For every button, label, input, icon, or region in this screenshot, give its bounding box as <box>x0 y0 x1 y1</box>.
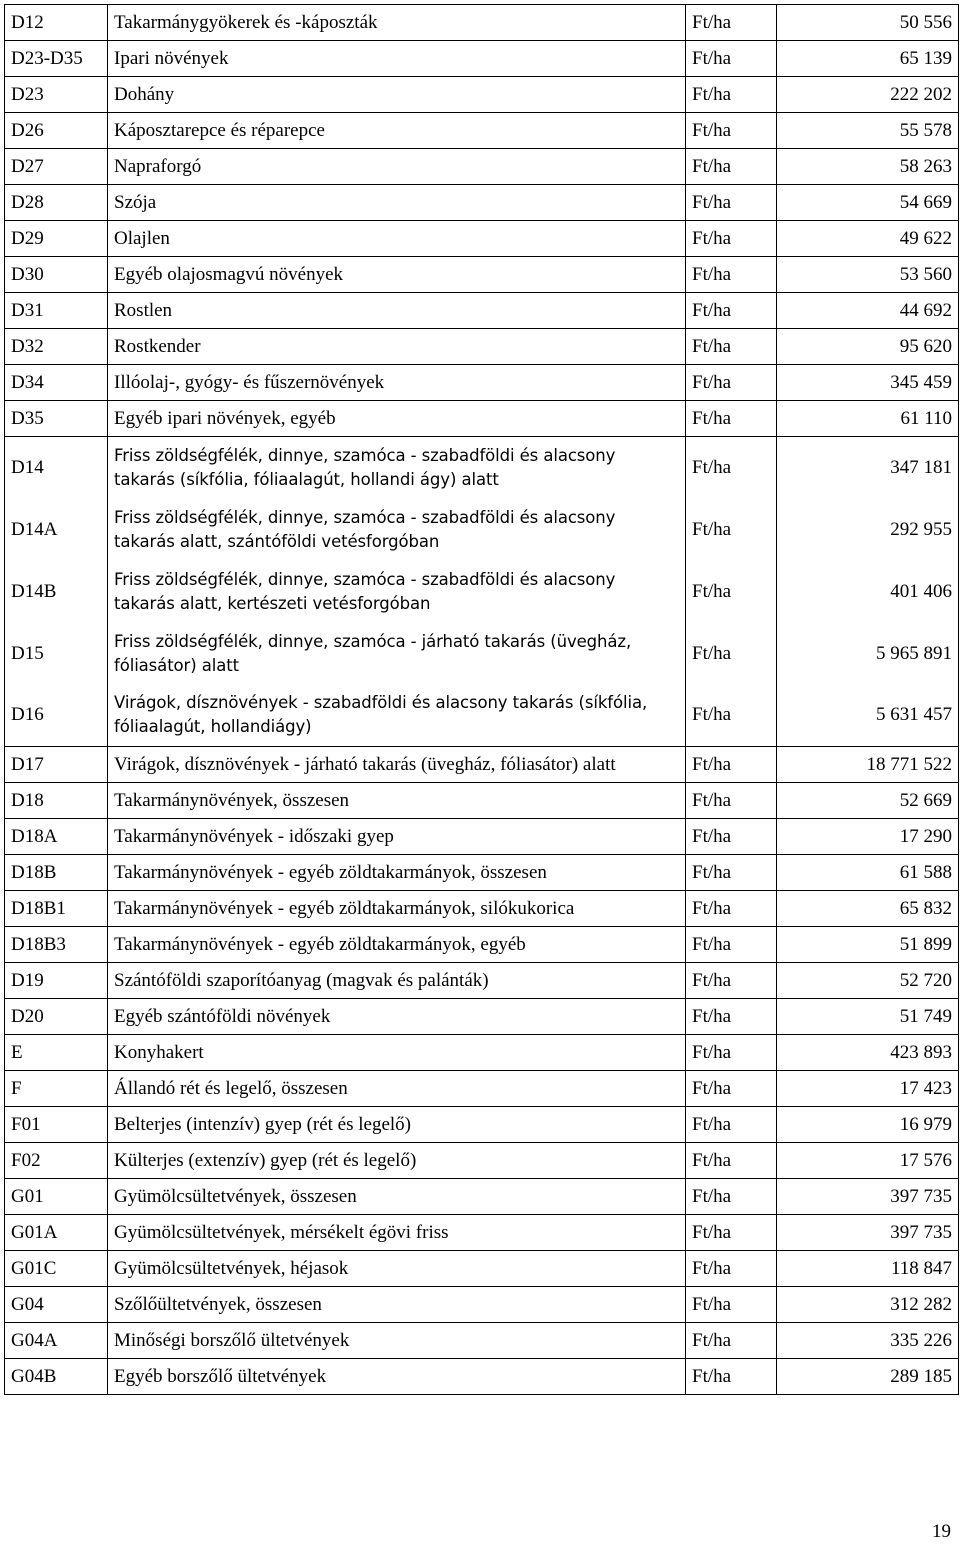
unit-cell: Ft/ha <box>686 1107 777 1143</box>
description-cell: Napraforgó <box>108 149 686 185</box>
code-cell: D34 <box>5 365 108 401</box>
value-cell: 65 139 <box>777 41 959 77</box>
table-row <box>5 623 959 685</box>
unit-cell: Ft/ha <box>686 623 777 685</box>
description-cell: Illóolaj-, gyógy- és fűszernövények <box>108 365 686 401</box>
description-cell: Egyéb olajosmagvú növények <box>108 257 686 293</box>
code-cell: D12 <box>5 5 108 41</box>
unit-cell: Ft/ha <box>686 747 777 783</box>
code-cell: D18B3 <box>5 927 108 963</box>
table-row <box>5 437 959 499</box>
table-row <box>5 1323 959 1359</box>
table-row <box>5 499 959 561</box>
table-row <box>5 221 959 257</box>
value-cell: 51 899 <box>777 927 959 963</box>
value-cell: 58 263 <box>777 149 959 185</box>
code-cell: G04 <box>5 1287 108 1323</box>
description-cell: Friss zöldségfélék, dinnye, szamóca - szabadföldi és alacsony takarás (síkfólia, fóliaalagút, hollandi ágy) alatt <box>108 437 686 499</box>
table-row <box>5 1215 959 1251</box>
table-row <box>5 1107 959 1143</box>
table-row <box>5 1143 959 1179</box>
table-row <box>5 1287 959 1323</box>
unit-cell: Ft/ha <box>686 365 777 401</box>
description-cell: Friss zöldségfélék, dinnye, szamóca - szabadföldi és alacsony takarás alatt, kertészeti vetésforgóban <box>108 561 686 623</box>
table-row <box>5 999 959 1035</box>
value-cell: 289 185 <box>777 1359 959 1395</box>
code-cell: G04B <box>5 1359 108 1395</box>
description-cell: Külterjes (extenzív) gyep (rét és legelő) <box>108 1143 686 1179</box>
description-cell: Egyéb szántóföldi növények <box>108 999 686 1035</box>
table-row <box>5 963 959 999</box>
table-row <box>5 1179 959 1215</box>
table-row <box>5 365 959 401</box>
code-cell: D20 <box>5 999 108 1035</box>
value-cell: 53 560 <box>777 257 959 293</box>
unit-cell: Ft/ha <box>686 437 777 499</box>
table-row <box>5 685 959 747</box>
unit-cell: Ft/ha <box>686 293 777 329</box>
code-cell: F01 <box>5 1107 108 1143</box>
value-cell: 347 181 <box>777 437 959 499</box>
unit-cell: Ft/ha <box>686 999 777 1035</box>
value-cell: 345 459 <box>777 365 959 401</box>
description-cell: Szántóföldi szaporítóanyag (magvak és palánták) <box>108 963 686 999</box>
table-row <box>5 401 959 437</box>
table-row <box>5 855 959 891</box>
description-cell: Gyümölcsültetvények, héjasok <box>108 1251 686 1287</box>
code-cell: G01A <box>5 1215 108 1251</box>
value-cell: 49 622 <box>777 221 959 257</box>
unit-cell: Ft/ha <box>686 41 777 77</box>
code-cell: E <box>5 1035 108 1071</box>
unit-cell: Ft/ha <box>686 1215 777 1251</box>
unit-cell: Ft/ha <box>686 5 777 41</box>
code-cell: D17 <box>5 747 108 783</box>
unit-cell: Ft/ha <box>686 561 777 623</box>
description-cell: Ipari növények <box>108 41 686 77</box>
code-cell: D32 <box>5 329 108 365</box>
value-cell: 16 979 <box>777 1107 959 1143</box>
table-row <box>5 5 959 41</box>
description-cell: Dohány <box>108 77 686 113</box>
description-cell: Egyéb ipari növények, egyéb <box>108 401 686 437</box>
code-cell: G04A <box>5 1323 108 1359</box>
description-cell: Olajlen <box>108 221 686 257</box>
description-cell: Káposztarepce és réparepce <box>108 113 686 149</box>
unit-cell: Ft/ha <box>686 401 777 437</box>
value-cell: 51 749 <box>777 999 959 1035</box>
value-cell: 95 620 <box>777 329 959 365</box>
table-row <box>5 783 959 819</box>
code-cell: D18B1 <box>5 891 108 927</box>
code-cell: D31 <box>5 293 108 329</box>
table-row <box>5 891 959 927</box>
code-cell: D18B <box>5 855 108 891</box>
description-cell: Állandó rét és legelő, összesen <box>108 1071 686 1107</box>
description-cell: Szója <box>108 185 686 221</box>
code-cell: D18A <box>5 819 108 855</box>
code-cell: D35 <box>5 401 108 437</box>
unit-cell: Ft/ha <box>686 1143 777 1179</box>
value-cell: 397 735 <box>777 1179 959 1215</box>
unit-cell: Ft/ha <box>686 783 777 819</box>
table-row <box>5 1251 959 1287</box>
unit-cell: Ft/ha <box>686 891 777 927</box>
unit-cell: Ft/ha <box>686 329 777 365</box>
unit-cell: Ft/ha <box>686 77 777 113</box>
description-cell: Gyümölcsültetvények, összesen <box>108 1179 686 1215</box>
unit-cell: Ft/ha <box>686 1071 777 1107</box>
unit-cell: Ft/ha <box>686 185 777 221</box>
unit-cell: Ft/ha <box>686 149 777 185</box>
description-cell: Takarmánynövények - egyéb zöldtakarmányok, egyéb <box>108 927 686 963</box>
value-cell: 5 965 891 <box>777 623 959 685</box>
description-cell: Takarmánynövények - időszaki gyep <box>108 819 686 855</box>
unit-cell: Ft/ha <box>686 1323 777 1359</box>
unit-cell: Ft/ha <box>686 1287 777 1323</box>
coefficient-table <box>4 4 959 1395</box>
value-cell: 397 735 <box>777 1215 959 1251</box>
code-cell: D18 <box>5 783 108 819</box>
unit-cell: Ft/ha <box>686 113 777 149</box>
code-cell: D19 <box>5 963 108 999</box>
value-cell: 17 423 <box>777 1071 959 1107</box>
table-row <box>5 747 959 783</box>
description-cell: Virágok, dísznövények - járható takarás (üvegház, fóliasátor) alatt <box>108 747 686 783</box>
value-cell: 52 669 <box>777 783 959 819</box>
value-cell: 118 847 <box>777 1251 959 1287</box>
code-cell: D23 <box>5 77 108 113</box>
table-row <box>5 329 959 365</box>
value-cell: 65 832 <box>777 891 959 927</box>
value-cell: 401 406 <box>777 561 959 623</box>
table-row <box>5 257 959 293</box>
code-cell: G01 <box>5 1179 108 1215</box>
description-cell: Konyhakert <box>108 1035 686 1071</box>
code-cell: D14B <box>5 561 108 623</box>
code-cell: D28 <box>5 185 108 221</box>
value-cell: 5 631 457 <box>777 685 959 747</box>
table-row <box>5 149 959 185</box>
code-cell: G01C <box>5 1251 108 1287</box>
coefficient-table-body <box>5 5 959 1395</box>
page-number: 19 <box>932 1521 951 1542</box>
value-cell: 335 226 <box>777 1323 959 1359</box>
value-cell: 44 692 <box>777 293 959 329</box>
value-cell: 61 110 <box>777 401 959 437</box>
table-row <box>5 185 959 221</box>
table-row <box>5 1071 959 1107</box>
description-cell: Friss zöldségfélék, dinnye, szamóca - szabadföldi és alacsony takarás alatt, szántóföldi vetésforgóban <box>108 499 686 561</box>
unit-cell: Ft/ha <box>686 855 777 891</box>
unit-cell: Ft/ha <box>686 257 777 293</box>
code-cell: F02 <box>5 1143 108 1179</box>
unit-cell: Ft/ha <box>686 819 777 855</box>
value-cell: 50 556 <box>777 5 959 41</box>
table-row <box>5 561 959 623</box>
description-cell: Minőségi borszőlő ültetvények <box>108 1323 686 1359</box>
table-row <box>5 293 959 329</box>
unit-cell: Ft/ha <box>686 927 777 963</box>
code-cell: D27 <box>5 149 108 185</box>
unit-cell: Ft/ha <box>686 221 777 257</box>
value-cell: 18 771 522 <box>777 747 959 783</box>
description-cell: Virágok, dísznövények - szabadföldi és alacsony takarás (síkfólia, fóliaalagút, hollandiágy) <box>108 685 686 747</box>
table-row <box>5 113 959 149</box>
description-cell: Takarmánynövények - egyéb zöldtakarmányok, összesen <box>108 855 686 891</box>
code-cell: D26 <box>5 113 108 149</box>
description-cell: Rostkender <box>108 329 686 365</box>
description-cell: Belterjes (intenzív) gyep (rét és legelő) <box>108 1107 686 1143</box>
value-cell: 17 290 <box>777 819 959 855</box>
code-cell: D16 <box>5 685 108 747</box>
code-cell: D14 <box>5 437 108 499</box>
unit-cell: Ft/ha <box>686 499 777 561</box>
value-cell: 222 202 <box>777 77 959 113</box>
value-cell: 312 282 <box>777 1287 959 1323</box>
value-cell: 292 955 <box>777 499 959 561</box>
description-cell: Takarmánynövények, összesen <box>108 783 686 819</box>
unit-cell: Ft/ha <box>686 1179 777 1215</box>
unit-cell: Ft/ha <box>686 685 777 747</box>
code-cell: D29 <box>5 221 108 257</box>
description-cell: Friss zöldségfélék, dinnye, szamóca - járható takarás (üvegház, fóliasátor) alatt <box>108 623 686 685</box>
value-cell: 55 578 <box>777 113 959 149</box>
table-row <box>5 819 959 855</box>
code-cell: F <box>5 1071 108 1107</box>
code-cell: D14A <box>5 499 108 561</box>
description-cell: Gyümölcsültetvények, mérsékelt égövi friss <box>108 1215 686 1251</box>
table-row <box>5 927 959 963</box>
value-cell: 423 893 <box>777 1035 959 1071</box>
value-cell: 17 576 <box>777 1143 959 1179</box>
value-cell: 52 720 <box>777 963 959 999</box>
table-row <box>5 41 959 77</box>
unit-cell: Ft/ha <box>686 1359 777 1395</box>
description-cell: Egyéb borszőlő ültetvények <box>108 1359 686 1395</box>
unit-cell: Ft/ha <box>686 963 777 999</box>
code-cell: D30 <box>5 257 108 293</box>
description-cell: Rostlen <box>108 293 686 329</box>
description-cell: Szőlőültetvények, összesen <box>108 1287 686 1323</box>
table-row <box>5 77 959 113</box>
value-cell: 54 669 <box>777 185 959 221</box>
unit-cell: Ft/ha <box>686 1035 777 1071</box>
description-cell: Takarmánynövények - egyéb zöldtakarmányok, silókukorica <box>108 891 686 927</box>
table-row <box>5 1359 959 1395</box>
value-cell: 61 588 <box>777 855 959 891</box>
code-cell: D15 <box>5 623 108 685</box>
description-cell: Takarmánygyökerek és -káposzták <box>108 5 686 41</box>
table-row <box>5 1035 959 1071</box>
unit-cell: Ft/ha <box>686 1251 777 1287</box>
code-cell: D23-D35 <box>5 41 108 77</box>
